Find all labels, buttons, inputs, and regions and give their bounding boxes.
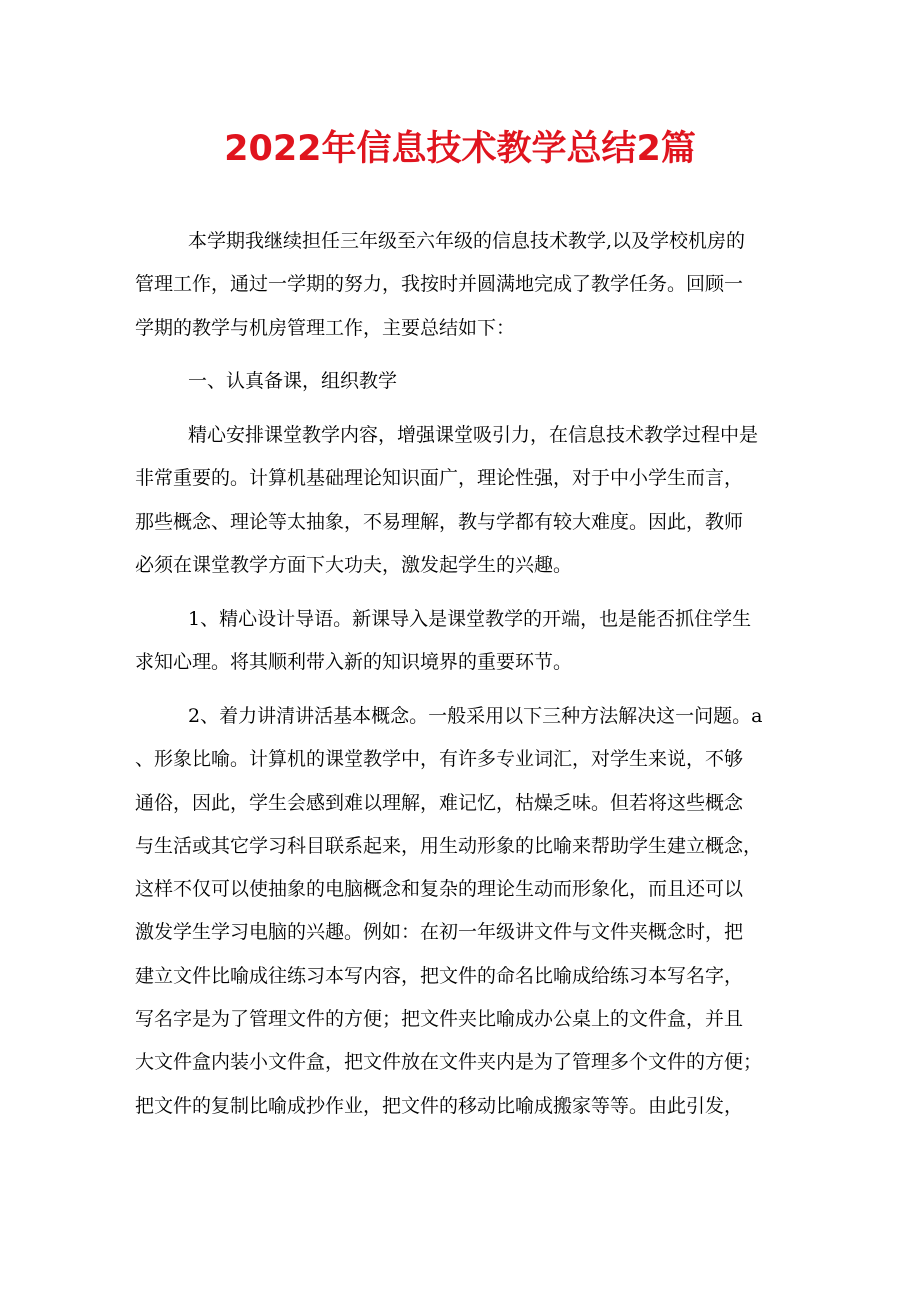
paragraph-line: 非常重要的。计算机基础理论知识面广，理论性强，对于中小学生而言，	[135, 467, 744, 490]
paragraph-line: 那些概念、理论等太抽象，不易理解，教与学都有较大难度。因此，教师	[135, 510, 744, 533]
document-body	[135, 220, 795, 1128]
paragraph-line: 学期的教学与机房管理工作，主要总结如下：	[135, 316, 516, 339]
paragraph-item-1	[135, 598, 795, 685]
section-heading-text: 一、认真备课，组织教学	[188, 370, 398, 393]
paragraph-line: 写名字是为了管理文件的方便；把文件夹比喻成办公桌上的文件盒，并且	[135, 1008, 744, 1031]
paragraph-line: 精心安排课堂教学内容，增强课堂吸引力，在信息技术教学过程中是	[188, 424, 759, 447]
paragraph-line: 通俗，因此，学生会感到难以理解，难记忆，枯燥乏味。但若将这些概念	[135, 791, 744, 814]
paragraph-lesson-planning	[135, 414, 795, 587]
paragraph-line: 本学期我继续担任三年级至六年级的信息技术教学,以及学校机房的	[188, 230, 746, 252]
paragraph-line: 建立文件比喻成往练习本写内容，把文件的命名比喻成给练习本写名字，	[135, 964, 744, 987]
paragraph-line: 激发学生学习电脑的兴趣。例如：在初一年级讲文件与文件夹概念时，把	[135, 921, 744, 944]
paragraph-line: 1、精心设计导语。新课导入是课堂教学的开端，也是能否抓住学生	[188, 607, 752, 630]
paragraph-line: 必须在课堂教学方面下大功夫，激发起学生的兴趣。	[135, 554, 573, 577]
paragraph-intro	[135, 220, 795, 350]
paragraph-line: 这样不仅可以使抽象的电脑概念和复杂的理论生动而形象化，而且还可以	[135, 878, 744, 901]
paragraph-item-2	[135, 695, 795, 1128]
paragraph-line: 2、着力讲清讲活基本概念。一般采用以下三种方法解决这一问题。a	[188, 704, 763, 727]
paragraph-line: 大文件盒内装小文件盒，把文件放在文件夹内是为了管理多个文件的方便；	[135, 1051, 763, 1074]
paragraph-line: 把文件的复制比喻成抄作业，把文件的移动比喻成搬家等等。由此引发，	[135, 1094, 744, 1117]
section-heading	[135, 360, 795, 403]
paragraph-line: 与生活或其它学习科目联系起来，用生动形象的比喻来帮助学生建立概念，	[135, 834, 763, 857]
paragraph-line: 求知心理。将其顺利带入新的知识境界的重要环节。	[135, 651, 573, 674]
document-title: 2022年信息技术教学总结2篇	[224, 129, 696, 169]
paragraph-line: 管理工作，通过一学期的努力，我按时并圆满地完成了教学任务。回顾一	[135, 273, 744, 296]
paragraph-line: 、形象比喻。计算机的课堂教学中，有许多专业词汇，对学生来说，不够	[135, 748, 744, 771]
